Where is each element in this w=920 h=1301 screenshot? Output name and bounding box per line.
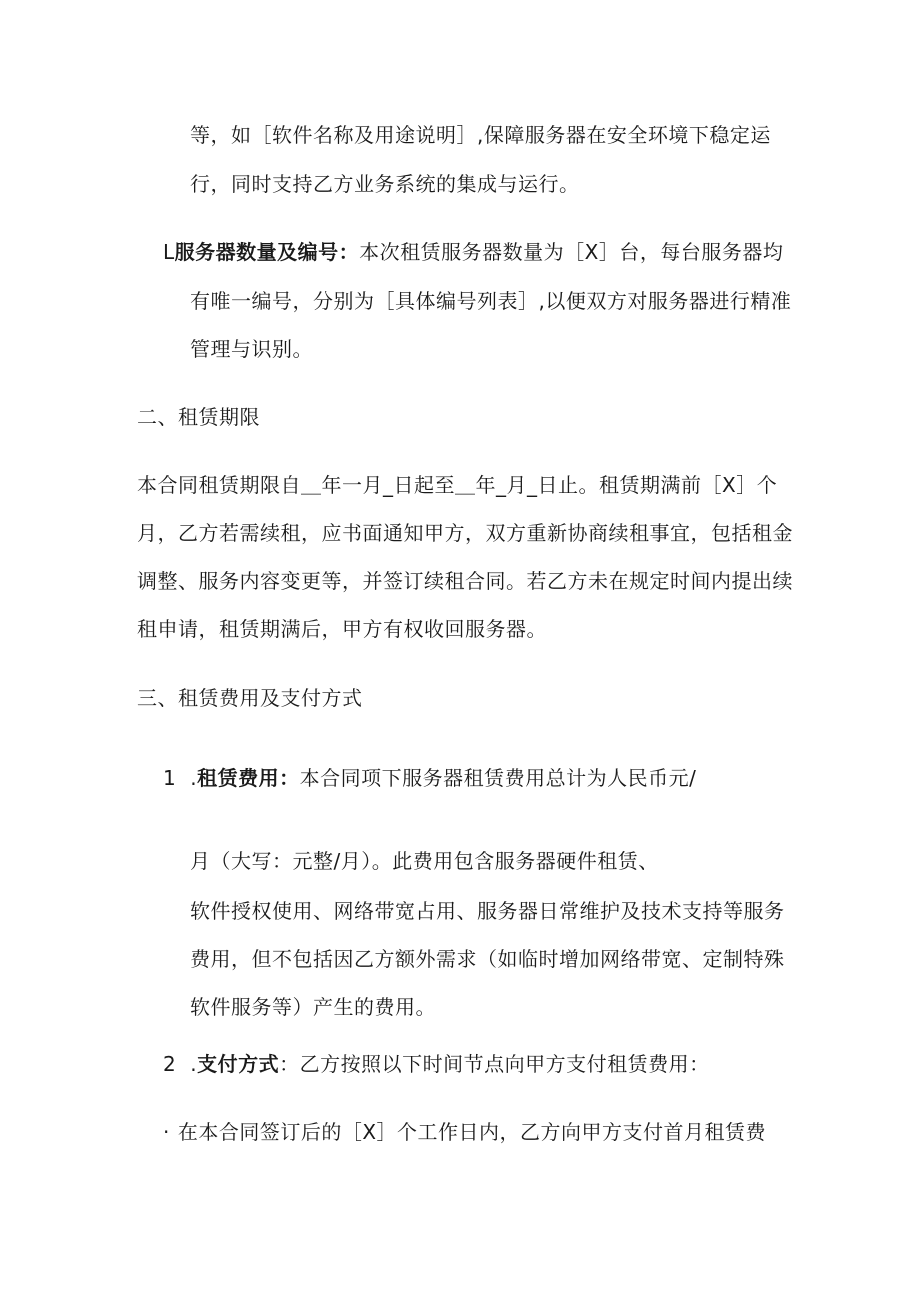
lease-term-line-2: 月，乙方若需续租，应书面通知甲方，双方重新协商续租事宜，包括租金 xyxy=(137,521,793,545)
bullet-text: 在本合同签订后的［X］个工作日内，乙方向甲方支付首月租赁费 xyxy=(177,1120,767,1144)
section-heading-fees: 三、租赁费用及支付方式 xyxy=(137,686,363,710)
item-2-label: 支付方式 xyxy=(197,1052,280,1076)
server-count-text: 本次租赁服务器数量为［X］台，每台服务器均 xyxy=(359,240,784,264)
intro-line-2: 行，同时支持乙方业务系统的集成与运行。 xyxy=(190,172,580,196)
section-heading-lease-term: 二、租赁期限 xyxy=(137,405,260,429)
server-count-line-1 xyxy=(163,238,783,266)
lease-term-line-1: 本合同租赁期限自＿年一月_日起至＿年_月_日止。租赁期满前［X］个 xyxy=(137,473,778,497)
fees-item-1-line-1 xyxy=(163,764,696,792)
fees-item-2-line-1 xyxy=(163,1050,710,1078)
server-count-marker: L xyxy=(163,240,175,264)
fees-item-1-line-3: 软件授权使用、网络带宽占用、服务器日常维护及技术支持等服务 xyxy=(190,899,785,923)
server-count-label: 服务器数量及编号： xyxy=(174,240,360,264)
server-count-line-2: 有唯一编号，分别为［具体编号列表］,以便双方对服务器进行精准 xyxy=(190,289,792,313)
lease-term-line-4: 租申请，租赁期满后，甲方有权收回服务器。 xyxy=(137,617,547,641)
item-2-number: 2 xyxy=(163,1052,177,1076)
payment-bullet-1 xyxy=(163,1118,766,1146)
fees-item-1-line-4: 费用，但不包括因乙方额外需求（如临时增加网络带宽、定制特殊 xyxy=(190,947,785,971)
bullet-marker: · xyxy=(163,1120,170,1144)
server-count-line-3: 管理与识别。 xyxy=(190,337,313,361)
item-1-label: 租赁费用： xyxy=(197,766,300,790)
intro-line-1: 等，如［软件名称及用途说明］,保障服务器在安全环境下稳定运 xyxy=(190,123,771,147)
item-1-number: 1 xyxy=(163,766,177,790)
item-2-dot: . xyxy=(190,1052,198,1076)
item-2-text: ：乙方按照以下时间节点向甲方支付租赁费用： xyxy=(279,1052,710,1076)
item-1-text: 本合同项下服务器租赁费用总计为人民币元/ xyxy=(299,766,697,790)
fees-item-1-line-2: 月（大写：元整/月）。此费用包含服务器硬件租赁、 xyxy=(190,849,659,873)
lease-term-line-3: 调整、服务内容变更等，并签订续租合同。若乙方未在规定时间内提出续 xyxy=(137,569,793,593)
item-1-dot: . xyxy=(190,766,198,790)
fees-item-1-line-5: 软件服务等）产生的费用。 xyxy=(190,995,436,1019)
